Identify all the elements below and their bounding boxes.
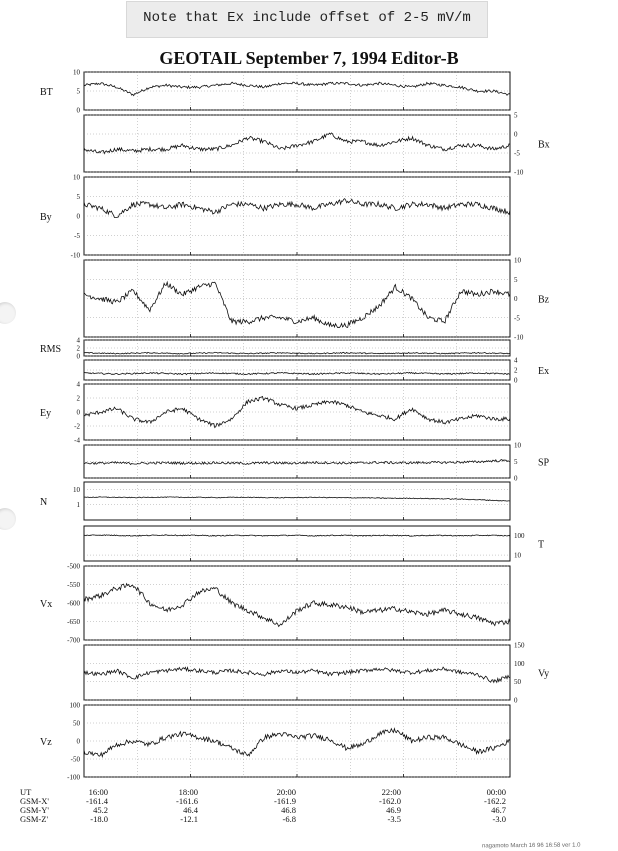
footer-stamp: nagamoto March 16 96 16:58 ver 1.0 bbox=[481, 842, 581, 850]
orbit-row-label: UT bbox=[20, 787, 32, 797]
tick-label-ey: 0 bbox=[76, 408, 80, 417]
tick-label-vy: 100 bbox=[514, 659, 525, 668]
orbit-value: 46.9 bbox=[386, 805, 401, 815]
tick-label-bt: 10 bbox=[73, 68, 80, 77]
orbit-value: -3.0 bbox=[492, 814, 506, 824]
tick-label-by: -5 bbox=[74, 232, 80, 240]
orbit-value: 20:00 bbox=[276, 787, 296, 797]
tick-label-ex: 4 bbox=[514, 356, 518, 365]
orbit-value: 46.7 bbox=[491, 805, 506, 815]
tick-label-ey: 2 bbox=[76, 394, 80, 403]
orbit-value: 22:00 bbox=[381, 787, 401, 797]
tick-label-bz: 0 bbox=[514, 295, 518, 303]
tick-label-sp: 10 bbox=[514, 441, 521, 450]
orbit-value: -162.0 bbox=[379, 796, 401, 806]
tick-label-bz: -10 bbox=[514, 333, 524, 342]
tick-label-rms: 4 bbox=[76, 336, 80, 345]
orbit-row-label: GSM-X' bbox=[20, 796, 49, 806]
tick-label-bz: 10 bbox=[514, 256, 521, 265]
tick-label-bz: 5 bbox=[514, 275, 518, 284]
panel-label-n: N bbox=[40, 497, 48, 508]
orbit-value: 16:00 bbox=[88, 787, 108, 797]
tick-label-bt: 0 bbox=[76, 106, 80, 115]
tick-label-by: 10 bbox=[73, 173, 80, 182]
panel-label-bt: BT bbox=[40, 87, 53, 98]
tick-label-vz: -50 bbox=[70, 755, 80, 764]
tick-label-vy: 50 bbox=[514, 678, 521, 687]
tick-label-sp: 5 bbox=[514, 458, 518, 466]
orbit-value: -161.9 bbox=[274, 796, 296, 806]
panel-label-sp: SP bbox=[538, 457, 550, 469]
tick-label-bx: 5 bbox=[514, 111, 518, 120]
orbit-value: 46.4 bbox=[183, 805, 198, 815]
orbit-value: -18.0 bbox=[90, 814, 108, 824]
tick-label-bt: 5 bbox=[76, 87, 80, 96]
tick-label-rms: 0 bbox=[76, 352, 80, 361]
orbit-value: -12.1 bbox=[180, 814, 198, 824]
tick-label-ey: -4 bbox=[74, 436, 80, 445]
panel-frame-t bbox=[84, 526, 510, 561]
tick-label-vx: -550 bbox=[67, 581, 80, 589]
panel-label-by: By bbox=[40, 212, 52, 223]
panel-label-ey: Ey bbox=[40, 408, 52, 419]
orbit-value: 00:00 bbox=[486, 787, 506, 797]
orbit-value: -161.4 bbox=[86, 796, 108, 806]
tick-label-vy: 0 bbox=[514, 696, 518, 705]
tick-label-by: 0 bbox=[76, 212, 80, 221]
tick-label-bx: -10 bbox=[514, 168, 524, 177]
tick-label-bx: 0 bbox=[514, 130, 518, 139]
tick-label-by: 5 bbox=[76, 193, 80, 201]
tick-label-ey: -2 bbox=[74, 422, 80, 431]
panel-label-ex: Ex bbox=[538, 366, 550, 377]
tick-label-t: 10 bbox=[514, 551, 521, 560]
tick-label-vz: 50 bbox=[73, 719, 80, 728]
tick-label-n: 1 bbox=[76, 501, 80, 510]
panel-label-rms: RMS bbox=[40, 344, 62, 355]
tick-label-t: 100 bbox=[514, 531, 525, 540]
tick-label-vz: 100 bbox=[69, 701, 80, 710]
panel-label-vz: Vz bbox=[40, 737, 52, 748]
tick-label-ex: 2 bbox=[514, 366, 518, 375]
offset-note: Note that Ex include offset of 2-5 mV/m bbox=[143, 10, 471, 26]
tick-label-vx: -650 bbox=[67, 618, 80, 626]
chart-title: GEOTAIL September 7, 1994 Editor-B bbox=[159, 48, 459, 68]
orbit-row-label: GSM-Y' bbox=[20, 805, 49, 815]
tick-label-n: 10 bbox=[73, 485, 80, 494]
tick-label-sp: 0 bbox=[514, 474, 518, 483]
orbit-value: -161.6 bbox=[176, 796, 198, 806]
orbit-value: -3.5 bbox=[387, 814, 401, 824]
orbit-value: -6.8 bbox=[282, 814, 296, 824]
tick-label-vx: -700 bbox=[67, 636, 80, 645]
tick-label-vz: 0 bbox=[76, 737, 80, 746]
orbit-value: 18:00 bbox=[178, 787, 198, 797]
tick-label-bx: -5 bbox=[514, 149, 520, 158]
tick-label-ey: 4 bbox=[76, 380, 80, 389]
panel-label-bz: Bz bbox=[538, 294, 550, 306]
tick-label-by: -10 bbox=[70, 251, 80, 260]
tick-label-ex: 0 bbox=[514, 376, 518, 385]
tick-label-vx: -600 bbox=[67, 599, 80, 608]
tick-label-rms: 2 bbox=[76, 344, 80, 353]
panel-label-vy: Vy bbox=[538, 668, 550, 680]
orbit-value: 46.8 bbox=[281, 805, 296, 815]
panel-label-vx: Vx bbox=[40, 599, 53, 610]
orbit-value: 45.2 bbox=[93, 805, 108, 815]
tick-label-vx: -500 bbox=[67, 562, 80, 571]
tick-label-bz: -5 bbox=[514, 314, 520, 323]
orbit-value: -162.2 bbox=[484, 796, 506, 806]
panel-label-bx: Bx bbox=[538, 139, 550, 151]
orbit-row-label: GSM-Z' bbox=[20, 814, 48, 824]
tick-label-vz: -100 bbox=[67, 773, 80, 782]
panel-label-t: T bbox=[538, 539, 545, 551]
tick-label-vy: 150 bbox=[514, 641, 525, 650]
